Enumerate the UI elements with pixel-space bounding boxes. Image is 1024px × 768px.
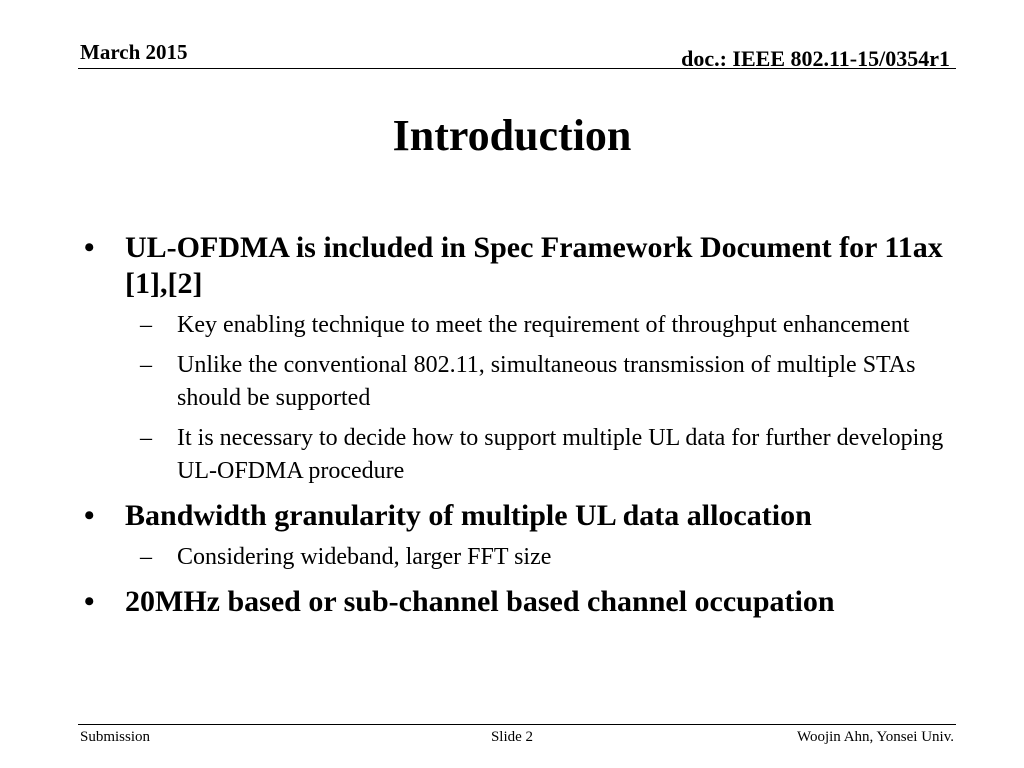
slide-title: Introduction [392, 111, 632, 160]
header-doc-id: doc.: IEEE 802.11-15/0354r1 [681, 46, 950, 71]
sub-bullet-item [140, 422, 954, 488]
footer-author: Woojin Ahn, Yonsei Univ. [796, 729, 954, 745]
bullet-marker: • [84, 231, 95, 264]
sub-bullet-text: Key enabling technique to meet the requirement of throughput enhancement [177, 312, 910, 338]
sub-bullet-item [140, 541, 954, 574]
bullet-text: Bandwidth granularity of multiple UL data allocation [125, 499, 812, 532]
sub-bullet-text: Considering wideband, larger FFT size [177, 544, 552, 570]
header-divider [78, 68, 956, 69]
sub-bullet-item [140, 349, 954, 415]
bullet-text: UL-OFDMA is included in Spec Framework Document for 11ax [1],[2] [125, 231, 943, 300]
sub-bullet-text: Unlike the conventional 802.11, simultaneous transmission of multiple STAs should be supported [177, 352, 916, 411]
bullet-item [84, 230, 954, 302]
sub-bullet-item [140, 309, 954, 342]
bullet-marker: • [84, 499, 95, 532]
sub-bullet-text: It is necessary to decide how to support multiple UL data for further developing UL-OFDMA procedure [177, 425, 944, 484]
bullet-item [84, 498, 954, 534]
sub-bullet-marker: – [140, 352, 152, 378]
sub-bullet-marker: – [140, 425, 152, 451]
bullet-marker: • [84, 585, 95, 618]
footer-submission: Submission [80, 729, 151, 745]
bullet-text: 20MHz based or sub-channel based channel occupation [125, 585, 835, 618]
footer-slide-number: Slide 2 [490, 729, 534, 745]
footer-divider [78, 724, 956, 725]
bullet-item [84, 584, 954, 620]
slide-content [84, 230, 954, 620]
sub-bullet-marker: – [140, 544, 152, 570]
header-date: March 2015 [80, 40, 188, 64]
sub-bullet-marker: – [140, 312, 152, 338]
